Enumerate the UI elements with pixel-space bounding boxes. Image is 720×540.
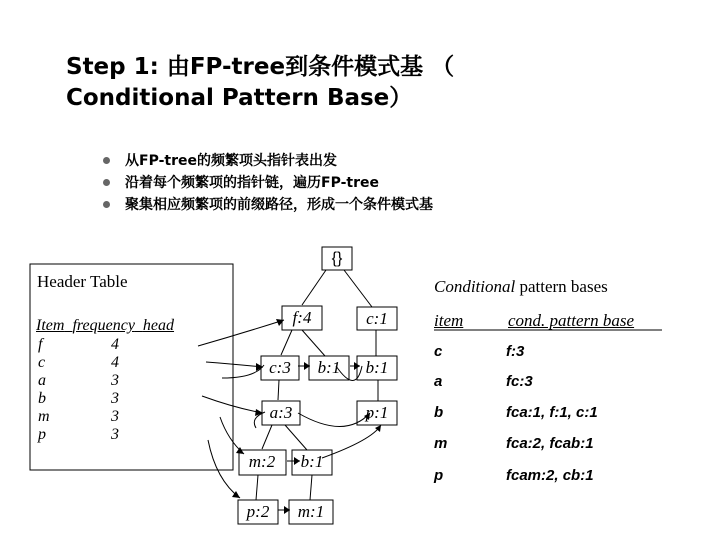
row-frequency: 3 (111, 372, 119, 389)
cpb-row-item: b (434, 404, 444, 421)
edge-b1-m1 (310, 475, 312, 500)
edge-f4-b1 (302, 330, 325, 356)
bullet-text: 沿着每个频繁项的指针链，遍历FP-tree (125, 175, 379, 191)
row-item: b (38, 390, 46, 407)
header-table (36, 316, 176, 444)
edge-a3-b1 (285, 425, 307, 450)
tree-node-b1: b:1 (300, 452, 324, 471)
cpb-title (434, 277, 608, 297)
edge-f4-c3 (281, 330, 292, 355)
edge-m2-p2 (256, 475, 258, 500)
row-item: c (38, 354, 46, 371)
header-table-row (36, 408, 176, 426)
bullet-text: 从FP-tree的频繁项头指针表出发 (125, 153, 337, 169)
link-arrow (208, 440, 240, 498)
edge-root-f4 (302, 270, 326, 305)
title-line-1: Step 1: 由FP-tree到条件模式基 （ (66, 54, 455, 80)
tree-node-a3: a:3 (269, 403, 293, 422)
edge-a3-m2 (262, 425, 272, 449)
cpb-row-base: fca:1, f:1, c:1 (506, 404, 598, 421)
cpb-row-item: c (434, 343, 443, 360)
bullet-text: 聚集相应频繁项的前缀路径，形成一个条件模式基 (125, 197, 433, 213)
tree-root: {} (331, 250, 343, 267)
cpb-title-italic: Conditional (434, 277, 516, 296)
tree-node-p1: p:1 (365, 403, 389, 422)
header-table-row (36, 426, 176, 444)
row-frequency: 3 (111, 390, 119, 407)
tree-node-b1: b:1 (317, 358, 341, 377)
cpb-row-item: p (434, 467, 444, 484)
arrowhead-icon (294, 457, 300, 465)
column-item: Item (36, 317, 65, 334)
row-frequency: 3 (111, 426, 119, 443)
edge-c3-a3 (278, 380, 279, 400)
node-boxes (238, 247, 397, 524)
tree-node-c1: c:1 (366, 309, 388, 328)
header-table-row (36, 372, 176, 390)
edge-root-c1 (344, 270, 372, 307)
link-arrow (322, 425, 381, 458)
header-table-row (36, 336, 176, 354)
cpb-title-rest: pattern bases (515, 277, 608, 296)
cpb-row-base: fc:3 (506, 373, 533, 390)
cpb-row-base: f:3 (506, 343, 525, 360)
link-arrow (206, 362, 263, 367)
row-frequency: 3 (111, 408, 119, 425)
row-item: f (38, 336, 43, 353)
row-item: m (38, 408, 50, 425)
column-head: head (142, 317, 175, 334)
column-frequency: frequency (72, 317, 135, 334)
header-table-title: Header Table (37, 272, 128, 291)
tree-node-c3: c:3 (269, 358, 291, 377)
tree-node-m1: m:1 (297, 502, 325, 521)
tree-node-f4: f:4 (292, 308, 312, 327)
row-item: a (38, 372, 46, 389)
arrowheads (232, 319, 381, 514)
cpb-row-item: a (434, 373, 443, 390)
row-frequency: 4 (111, 354, 119, 371)
cpb-row-base: fcam:2, cb:1 (506, 467, 594, 484)
link-arrow (298, 413, 370, 427)
tree-node-b1: b:1 (365, 358, 389, 377)
header-table-columns (36, 316, 176, 336)
cpb-column-base: cond. pattern base (508, 311, 635, 330)
link-arrow (198, 320, 284, 346)
cpb-row-item: m (434, 435, 448, 452)
cpb-column-item: item (434, 311, 464, 330)
title-line-2: Conditional Pattern Base） (66, 85, 413, 111)
row-item: p (38, 426, 46, 443)
header-table-row (36, 390, 176, 408)
header-table-row (36, 354, 176, 372)
tree-node-m2: m:2 (248, 452, 276, 471)
cpb-row-base: fca:2, fcab:1 (506, 435, 594, 452)
row-frequency: 4 (111, 336, 119, 353)
tree-node-p2: p:2 (246, 502, 270, 521)
